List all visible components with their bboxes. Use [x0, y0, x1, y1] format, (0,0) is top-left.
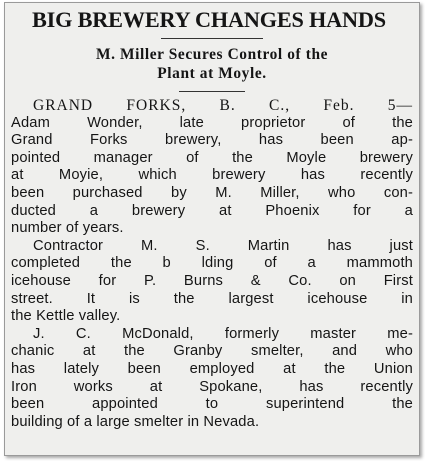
dateline: GRAND FORKS, B. C., Feb. 5—	[33, 97, 413, 114]
text-line: completed the b lding of a mammoth	[11, 255, 413, 272]
text-line: number of years.	[11, 220, 124, 237]
text-line: pointed manager of the Moyle brewery	[11, 149, 413, 166]
paragraph-icehouse	[11, 238, 413, 326]
text-line: at Moyie, which brewery has recently	[11, 167, 413, 184]
subheadline	[11, 45, 413, 83]
text-line: has lately been employed at the Union	[11, 360, 413, 377]
text-line: the Kettle valley.	[11, 308, 121, 325]
text-line: icehouse for P. Burns & Co. on First	[11, 272, 413, 289]
text-line: building of a large smelter in Nevada.	[11, 413, 260, 430]
clipping-frame	[4, 2, 420, 456]
article-body	[11, 97, 413, 431]
newspaper-clipping	[11, 5, 413, 431]
paragraph-smelter	[11, 326, 413, 432]
paragraph-brewery	[11, 97, 413, 238]
headline-rule	[161, 38, 263, 39]
subhead-line: M. Miller Secures Control of the	[95, 46, 329, 63]
text-line: street. It is the largest icehouse in	[11, 290, 413, 307]
subhead-rule	[179, 91, 245, 92]
text-line: been purchased by M. Miller, who con-	[11, 184, 413, 201]
text-line: Grand Forks brewery, has been ap-	[11, 132, 413, 149]
text-line: ducted a brewery at Phoenix for a	[11, 202, 413, 219]
text-line: Adam Wonder, late proprietor of the	[11, 114, 413, 131]
text-line: Iron works at Spokane, has recently	[11, 378, 413, 395]
headline: BIG BREWERY CHANGES HANDS	[32, 7, 386, 32]
text-line: Contractor M. S. Martin has just	[33, 237, 413, 254]
text-line: J. C. McDonald, formerly master me-	[33, 325, 413, 342]
text-line: been appointed to superintend the	[11, 396, 413, 413]
subhead-line: Plant at Moyle.	[157, 65, 267, 82]
text-line: chanic at the Granby smelter, and who	[11, 343, 413, 360]
